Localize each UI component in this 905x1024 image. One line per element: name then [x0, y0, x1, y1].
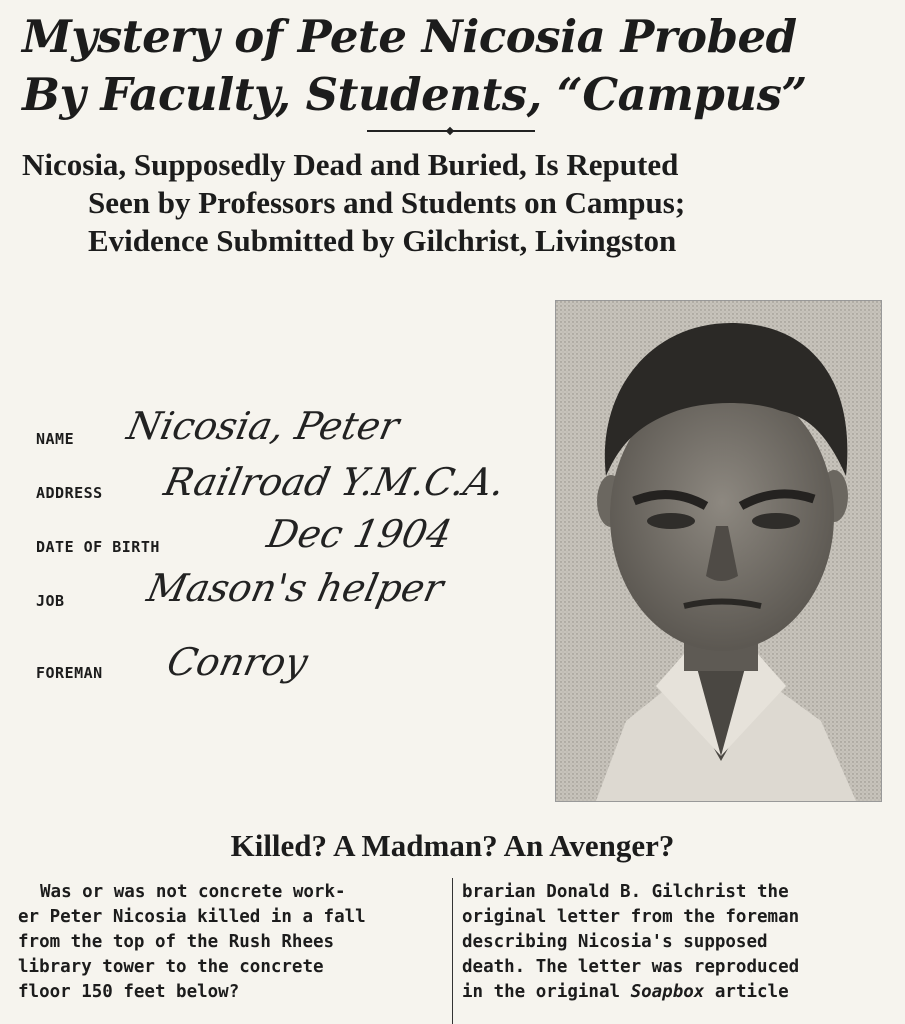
article-line: floor 150 feet below?: [18, 982, 240, 1002]
article-line: er Peter Nicosia killed in a fall: [18, 907, 366, 927]
article-line: original letter from the foreman: [462, 907, 800, 927]
article-line: library tower to the concrete: [18, 957, 324, 977]
dob-label: DATE OF BIRTH: [36, 538, 160, 556]
article-column-right: [462, 880, 887, 1005]
subheadline-line-3: Evidence Submitted by Gilchrist, Livingston: [88, 223, 677, 258]
article-line-last: [462, 980, 887, 1005]
name-label: NAME: [36, 430, 75, 448]
article-text: in the original: [462, 982, 631, 1002]
headline-divider: [367, 130, 535, 132]
address-label: ADDRESS: [36, 484, 103, 502]
foreman-label: FOREMAN: [36, 664, 103, 682]
article-line: brarian Donald B. Gilchrist the: [462, 882, 789, 902]
publication-name: Soapbox: [630, 982, 705, 1002]
subheadline: [22, 146, 892, 260]
article-column-left: [18, 880, 443, 1005]
address-value: Railroad Y.M.C.A.: [160, 460, 509, 504]
job-row: [36, 592, 65, 610]
section-heading: Killed? A Madman? An Avenger?: [230, 828, 675, 863]
article-text: article: [704, 982, 789, 1002]
headline: [22, 8, 892, 124]
subheadline-line-2: Seen by Professors and Students on Campus;: [88, 185, 686, 220]
name-row: [36, 430, 74, 448]
foreman-value: Conroy: [163, 640, 312, 684]
name-value: Nicosia, Peter: [123, 404, 403, 448]
job-label: JOB: [36, 592, 65, 610]
headline-line-1: Mystery of Pete Nicosia Probed: [22, 10, 797, 63]
article-line: Was or was not concrete work-: [40, 882, 346, 902]
address-row: [36, 484, 103, 502]
article-line: death. The letter was reproduced: [462, 957, 800, 977]
article-line: describing Nicosia's supposed: [462, 932, 768, 952]
portrait-photo: [555, 300, 882, 802]
headline-line-2: By Faculty, Students, “Campus”: [22, 68, 807, 121]
dob-value: Dec 1904: [263, 512, 456, 556]
portrait-illustration: [556, 301, 881, 801]
dob-row: [36, 538, 160, 556]
job-value: Mason's helper: [143, 566, 448, 610]
foreman-row: [36, 664, 103, 682]
subheadline-line-1: Nicosia, Supposedly Dead and Buried, Is Reputed: [22, 147, 679, 182]
column-divider: [452, 878, 453, 1024]
article-line: from the top of the Rush Rhees: [18, 932, 335, 952]
